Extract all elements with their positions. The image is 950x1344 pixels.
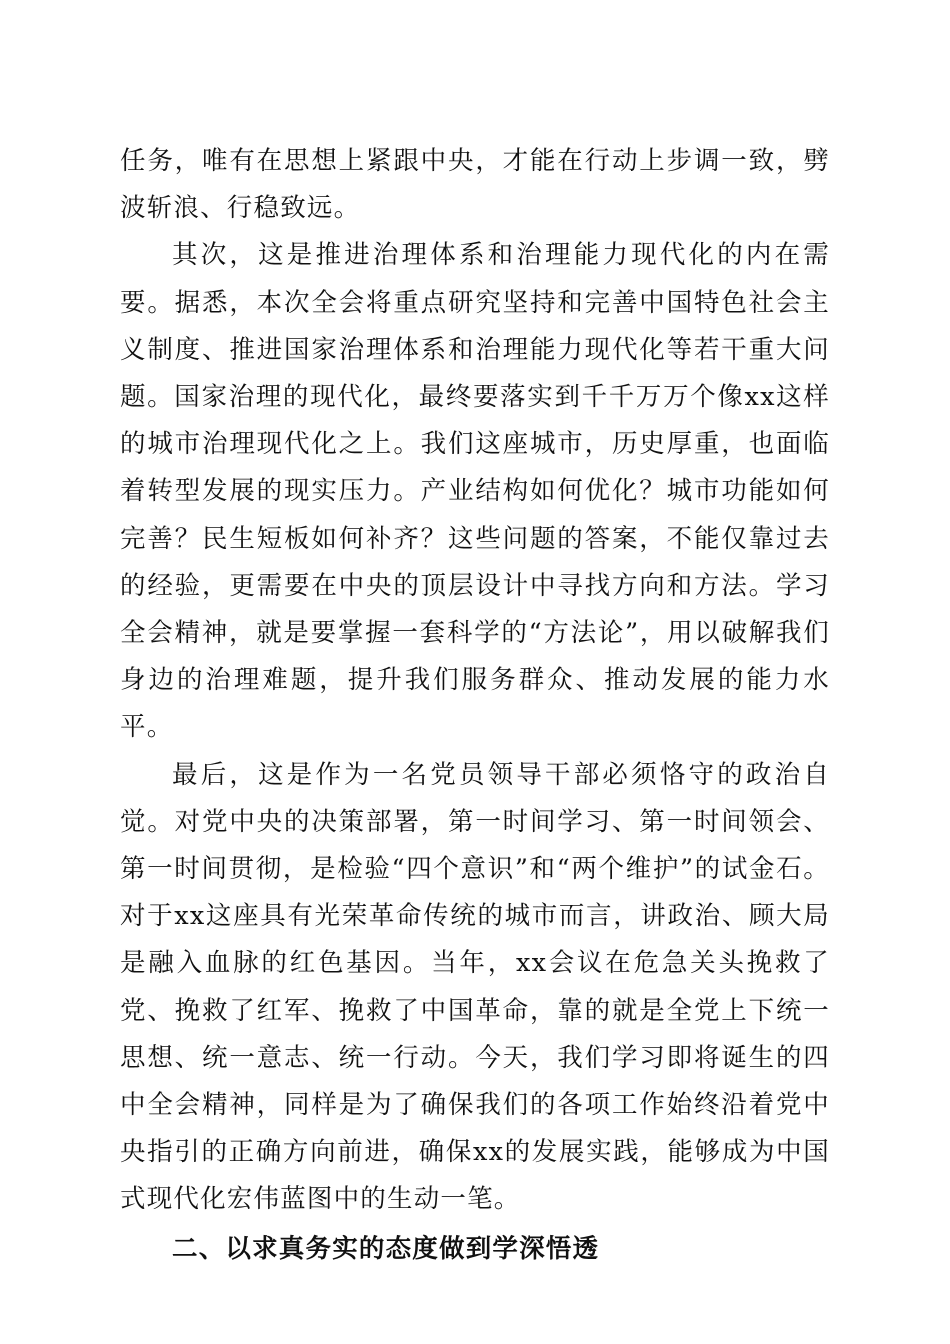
paragraph-political-awareness: 最后，这是作为一名党员领导干部必须恪守的政治自觉。对党中央的决策部署，第一时间学习、第一时间领会、第一时间贯彻，是检验“四个意识”和“两个维护”的试金石。对于xx这座具有光荣革命传统的城市而言，讲政治、顾大局是融入血脉的红色基因。当年，xx会议在危急关头挽救了党、挽救了红军、挽救了中国革命，靠的就是全党上下统一思想、统一意志、统一行动。今天，我们学习即将诞生的四中全会精神，同样是为了确保我们的各项工作始终沿着党中央指引的正确方向前进，确保xx的发展实践，能够成为中国式现代化宏伟蓝图中的生动一笔。: [120, 759, 830, 1215]
section-heading: 二、以求真务实的态度做到学深悟透: [172, 1233, 600, 1264]
paragraph-governance: 其次，这是推进治理体系和治理能力现代化的内在需要。据悉，本次全会将重点研究坚持和完善中国特色社会主义制度、推进国家治理体系和治理能力现代化等若干重大问题。国家治理的现代化，最终要落实到千千万万个像xx这样的城市治理现代化之上。我们这座城市，历史厚重，也面临着转型发展的现实压力。产业结构如何优化？城市功能如何完善？民生短板如何补齐？这些问题的答案，不能仅靠过去的经验，更需要在中央的顶层设计中寻找方向和方法。学习全会精神，就是要掌握一套科学的“方法论”，用以破解我们身边的治理难题，提升我们服务群众、推动发展的能力水平。: [120, 240, 830, 743]
document-body: [120, 138, 830, 1273]
paragraph-continuation: 任务，唯有在思想上紧跟中央，才能在行动上步调一致，劈波斩浪、行稳致远。: [120, 146, 830, 224]
